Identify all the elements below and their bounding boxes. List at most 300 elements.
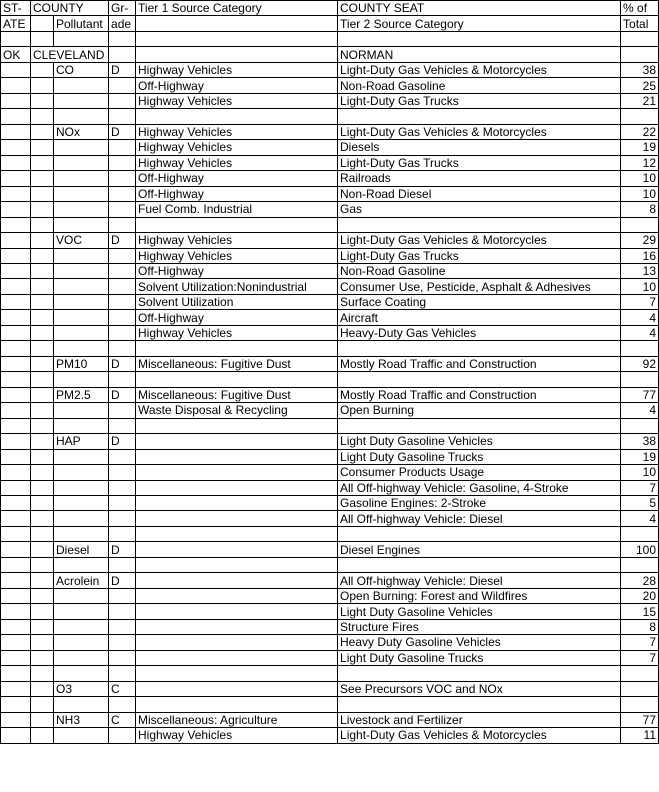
state-cell	[1, 387, 31, 402]
percent-cell: 13	[621, 263, 659, 278]
grade-cell	[109, 418, 136, 433]
tier1-cell: Off-Highway	[136, 263, 338, 278]
state-cell	[1, 619, 31, 634]
tier2-cell: Consumer Use, Pesticide, Asphalt & Adhesives	[338, 279, 621, 294]
tier2-cell: Light-Duty Gas Trucks	[338, 248, 621, 263]
grade-cell	[109, 619, 136, 634]
tier2-cell: Light Duty Gasoline Trucks	[338, 449, 621, 464]
state-cell	[1, 418, 31, 433]
percent-cell: 8	[621, 619, 659, 634]
tier2-cell: Diesels	[338, 140, 621, 155]
state-cell	[1, 109, 31, 124]
percent-cell: 7	[621, 480, 659, 495]
pollutant-cell	[54, 465, 109, 480]
state-cell	[1, 511, 31, 526]
tier2-header: Tier 2 Source Category	[338, 16, 621, 31]
tier2-cell: Consumer Products Usage	[338, 465, 621, 480]
percent-cell: 7	[621, 650, 659, 665]
state-cell	[1, 526, 31, 541]
tier2-cell: Non-Road Gasoline	[338, 263, 621, 278]
tier1-cell: Miscellaneous: Agriculture	[136, 712, 338, 727]
tier1-cell	[136, 217, 338, 232]
county-blank-cell	[31, 78, 54, 93]
table-row	[1, 294, 659, 309]
county-blank-cell	[31, 526, 54, 541]
pollutant-cell	[54, 480, 109, 495]
tier1-cell: Off-Highway	[136, 78, 338, 93]
percent-cell: 12	[621, 155, 659, 170]
grade-cell	[109, 202, 136, 217]
table-row	[1, 434, 659, 449]
tier2-cell: Light-Duty Gas Trucks	[338, 155, 621, 170]
county-blank-cell	[31, 140, 54, 155]
grade-cell	[109, 31, 136, 46]
table-row	[1, 573, 659, 588]
county-blank-cell	[31, 155, 54, 170]
tier1-cell: Highway Vehicles	[136, 140, 338, 155]
grade-cell: D	[109, 434, 136, 449]
tier2-cell	[338, 372, 621, 387]
percent-cell	[621, 666, 659, 681]
tier1-cell	[136, 604, 338, 619]
percent-cell	[621, 341, 659, 356]
county-cell: CLEVELAND	[31, 47, 109, 62]
tier2-cell	[338, 341, 621, 356]
tier1-cell: Solvent Utilization	[136, 294, 338, 309]
state-cell	[1, 140, 31, 155]
percent-cell	[621, 557, 659, 572]
tier2-cell: Railroads	[338, 171, 621, 186]
tier2-cell: All Off-highway Vehicle: Diesel	[338, 511, 621, 526]
tier2-cell	[338, 217, 621, 232]
table-row	[1, 263, 659, 278]
county-header: COUNTY	[31, 1, 109, 16]
tier1-cell	[136, 526, 338, 541]
table-row	[1, 418, 659, 433]
percent-cell: 21	[621, 93, 659, 108]
table-row	[1, 681, 659, 696]
percent-cell: 4	[621, 403, 659, 418]
percent-cell	[621, 526, 659, 541]
tier1-cell	[136, 434, 338, 449]
county-blank-cell	[31, 263, 54, 278]
grade-cell	[109, 511, 136, 526]
percent-cell: 10	[621, 279, 659, 294]
tier1-cell: Highway Vehicles	[136, 124, 338, 139]
tier2-cell: Light Duty Gasoline Vehicles	[338, 434, 621, 449]
grade-cell	[109, 248, 136, 263]
county-blank-cell	[31, 372, 54, 387]
table-row	[1, 604, 659, 619]
table-body	[1, 1, 659, 744]
pollutant-cell: O3	[54, 681, 109, 696]
percent-cell: 100	[621, 542, 659, 557]
state-header-bottom: ATE	[1, 16, 31, 31]
state-cell	[1, 294, 31, 309]
tier2-cell: Aircraft	[338, 310, 621, 325]
grade-cell	[109, 372, 136, 387]
percent-cell: 10	[621, 465, 659, 480]
grade-cell	[109, 47, 136, 62]
grade-cell	[109, 341, 136, 356]
grade-cell	[109, 666, 136, 681]
table-row	[1, 171, 659, 186]
tier1-cell: Highway Vehicles	[136, 325, 338, 340]
table-row	[1, 248, 659, 263]
pollutant-cell	[54, 202, 109, 217]
tier1-cell: Highway Vehicles	[136, 233, 338, 248]
pollutant-cell	[54, 372, 109, 387]
percent-cell: 16	[621, 248, 659, 263]
tier2-cell: Heavy Duty Gasoline Vehicles	[338, 635, 621, 650]
pollutant-header: Pollutant	[54, 16, 109, 31]
table-row	[1, 47, 659, 62]
state-cell	[1, 604, 31, 619]
tier2-cell: Light-Duty Gas Vehicles & Motorcycles	[338, 728, 621, 743]
tier2-cell: Livestock and Fertilizer	[338, 712, 621, 727]
county-spacer	[31, 16, 54, 31]
percent-cell: 20	[621, 588, 659, 603]
pollutant-cell	[54, 310, 109, 325]
tier1-cell	[136, 341, 338, 356]
county-blank-cell	[31, 635, 54, 650]
state-cell	[1, 728, 31, 743]
state-cell	[1, 573, 31, 588]
percent-cell: 7	[621, 635, 659, 650]
county-blank-cell	[31, 557, 54, 572]
state-cell	[1, 78, 31, 93]
tier2-cell: Diesel Engines	[338, 542, 621, 557]
tier2-cell: Light-Duty Gas Trucks	[338, 93, 621, 108]
tier1-cell: Highway Vehicles	[136, 93, 338, 108]
tier1-cell: Waste Disposal & Recycling	[136, 403, 338, 418]
grade-cell	[109, 171, 136, 186]
pollutant-cell	[54, 155, 109, 170]
pollutant-cell	[54, 217, 109, 232]
percent-cell: 7	[621, 294, 659, 309]
state-cell	[1, 171, 31, 186]
state-cell	[1, 31, 31, 46]
percent-cell: 10	[621, 186, 659, 201]
county-blank-cell	[31, 387, 54, 402]
tier1-cell: Highway Vehicles	[136, 728, 338, 743]
state-cell	[1, 233, 31, 248]
percent-cell	[621, 681, 659, 696]
table-row	[1, 62, 659, 77]
table-row	[1, 109, 659, 124]
tier2-cell	[338, 109, 621, 124]
tier1-cell: Off-Highway	[136, 310, 338, 325]
pollutant-cell	[54, 728, 109, 743]
pollutant-cell: PM10	[54, 356, 109, 371]
grade-cell	[109, 449, 136, 464]
county-blank-cell	[31, 202, 54, 217]
county-blank-cell	[31, 341, 54, 356]
table-row	[1, 155, 659, 170]
grade-cell: D	[109, 62, 136, 77]
pollutant-cell	[54, 93, 109, 108]
pollutant-cell	[54, 263, 109, 278]
percent-cell: 19	[621, 449, 659, 464]
percent-cell: 28	[621, 573, 659, 588]
county-blank-cell	[31, 294, 54, 309]
tier2-cell: Non-Road Diesel	[338, 186, 621, 201]
grade-cell	[109, 728, 136, 743]
tier1-cell: Solvent Utilization:Nonindustrial	[136, 279, 338, 294]
table-row	[1, 480, 659, 495]
tier2-cell: Heavy-Duty Gas Vehicles	[338, 325, 621, 340]
pollutant-cell	[54, 248, 109, 263]
tier2-cell: Mostly Road Traffic and Construction	[338, 387, 621, 402]
grade-cell	[109, 294, 136, 309]
tier1-header-spacer	[136, 16, 338, 31]
grade-cell: D	[109, 573, 136, 588]
state-cell	[1, 372, 31, 387]
grade-cell: C	[109, 681, 136, 696]
county-blank-cell	[31, 619, 54, 634]
pollutant-cell	[54, 418, 109, 433]
tier1-cell	[136, 681, 338, 696]
pollutant-cell	[54, 186, 109, 201]
county-blank-cell	[31, 418, 54, 433]
pollutant-cell	[54, 78, 109, 93]
grade-cell: D	[109, 233, 136, 248]
percent-cell: 11	[621, 728, 659, 743]
grade-cell	[109, 480, 136, 495]
table-row	[1, 619, 659, 634]
percent-header-top: % of	[621, 1, 659, 16]
tier2-cell: Mostly Road Traffic and Construction	[338, 356, 621, 371]
percent-cell: 4	[621, 310, 659, 325]
percent-cell: 5	[621, 496, 659, 511]
tier2-cell: Open Burning: Forest and Wildfires	[338, 588, 621, 603]
table-row	[1, 31, 659, 46]
table-row	[1, 403, 659, 418]
tier2-cell: Surface Coating	[338, 294, 621, 309]
table-row	[1, 387, 659, 402]
tier2-cell	[338, 418, 621, 433]
percent-cell	[621, 109, 659, 124]
state-cell	[1, 356, 31, 371]
percent-cell	[621, 418, 659, 433]
state-cell	[1, 124, 31, 139]
tier1-cell: Off-Highway	[136, 171, 338, 186]
pollutant-cell	[54, 279, 109, 294]
county-blank-cell	[31, 171, 54, 186]
county-blank-cell	[31, 356, 54, 371]
tier1-cell	[136, 109, 338, 124]
tier1-cell	[136, 47, 338, 62]
percent-cell: 25	[621, 78, 659, 93]
tier1-cell	[136, 511, 338, 526]
grade-cell	[109, 496, 136, 511]
pollutant-cell	[54, 604, 109, 619]
pollutant-cell	[54, 697, 109, 712]
percent-cell: 77	[621, 387, 659, 402]
tier1-cell	[136, 372, 338, 387]
state-cell	[1, 434, 31, 449]
table-row	[1, 356, 659, 371]
county-blank-cell	[31, 666, 54, 681]
pollutant-cell: Diesel	[54, 542, 109, 557]
county-blank-cell	[31, 62, 54, 77]
table-row	[1, 186, 659, 201]
table-row	[1, 217, 659, 232]
tier2-cell	[338, 557, 621, 572]
state-cell	[1, 155, 31, 170]
county-blank-cell	[31, 465, 54, 480]
state-cell	[1, 496, 31, 511]
state-cell	[1, 449, 31, 464]
table-row	[1, 310, 659, 325]
pollutant-cell	[54, 526, 109, 541]
tier2-cell: Light-Duty Gas Vehicles & Motorcycles	[338, 124, 621, 139]
state-cell	[1, 202, 31, 217]
percent-cell: 38	[621, 62, 659, 77]
pollutant-cell	[54, 635, 109, 650]
county-blank-cell	[31, 542, 54, 557]
pollutant-cell: HAP	[54, 434, 109, 449]
county-blank-cell	[31, 31, 54, 46]
state-cell	[1, 325, 31, 340]
grade-cell	[109, 263, 136, 278]
county-blank-cell	[31, 233, 54, 248]
tier2-cell: Non-Road Gasoline	[338, 78, 621, 93]
tier1-cell: Off-Highway	[136, 186, 338, 201]
county-blank-cell	[31, 650, 54, 665]
tier2-cell: Gasoline Engines: 2-Stroke	[338, 496, 621, 511]
table-row	[1, 124, 659, 139]
grade-cell	[109, 557, 136, 572]
county-blank-cell	[31, 186, 54, 201]
table-row	[1, 233, 659, 248]
table-row	[1, 449, 659, 464]
state-cell	[1, 480, 31, 495]
percent-cell: 19	[621, 140, 659, 155]
tier1-cell	[136, 619, 338, 634]
tier1-cell: Highway Vehicles	[136, 248, 338, 263]
grade-cell	[109, 697, 136, 712]
state-cell	[1, 697, 31, 712]
state-cell	[1, 217, 31, 232]
state-cell	[1, 62, 31, 77]
tier2-cell	[338, 697, 621, 712]
table-row	[1, 666, 659, 681]
state-cell	[1, 403, 31, 418]
percent-cell: 92	[621, 356, 659, 371]
grade-cell	[109, 217, 136, 232]
tier2-cell: Light-Duty Gas Vehicles & Motorcycles	[338, 233, 621, 248]
header-row-1	[1, 1, 659, 16]
percent-cell	[621, 217, 659, 232]
tier1-cell: Highway Vehicles	[136, 155, 338, 170]
table-row	[1, 279, 659, 294]
state-cell	[1, 465, 31, 480]
pollutant-cell	[54, 619, 109, 634]
tier2-cell: Open Burning	[338, 403, 621, 418]
grade-cell: D	[109, 124, 136, 139]
pollutant-cell: Acrolein	[54, 573, 109, 588]
percent-cell: 22	[621, 124, 659, 139]
county-blank-cell	[31, 109, 54, 124]
county-blank-cell	[31, 511, 54, 526]
header-row-2	[1, 16, 659, 31]
percent-cell: 77	[621, 712, 659, 727]
county-blank-cell	[31, 449, 54, 464]
county-blank-cell	[31, 248, 54, 263]
grade-cell	[109, 465, 136, 480]
state-cell	[1, 93, 31, 108]
table-row	[1, 202, 659, 217]
tier2-cell: Light-Duty Gas Vehicles & Motorcycles	[338, 62, 621, 77]
table-row	[1, 557, 659, 572]
state-cell	[1, 635, 31, 650]
tier2-cell	[338, 31, 621, 46]
grade-cell	[109, 526, 136, 541]
tier1-cell	[136, 465, 338, 480]
pollutant-cell	[54, 666, 109, 681]
grade-cell: D	[109, 542, 136, 557]
tier1-cell	[136, 573, 338, 588]
tier2-cell: Light Duty Gasoline Vehicles	[338, 604, 621, 619]
table-row	[1, 372, 659, 387]
state-cell	[1, 666, 31, 681]
table-row	[1, 93, 659, 108]
percent-cell: 29	[621, 233, 659, 248]
tier2-cell: See Precursors VOC and NOx	[338, 681, 621, 696]
grade-cell: D	[109, 356, 136, 371]
state-cell	[1, 588, 31, 603]
county-blank-cell	[31, 93, 54, 108]
table-row	[1, 511, 659, 526]
table-row	[1, 325, 659, 340]
table-row	[1, 542, 659, 557]
county-blank-cell	[31, 728, 54, 743]
grade-cell	[109, 650, 136, 665]
county-blank-cell	[31, 217, 54, 232]
percent-cell: 38	[621, 434, 659, 449]
percent-header-bottom: Total	[621, 16, 659, 31]
pollutant-cell	[54, 109, 109, 124]
pollutant-cell	[54, 557, 109, 572]
grade-cell	[109, 325, 136, 340]
tier1-cell	[136, 666, 338, 681]
tier1-header: Tier 1 Source Category	[136, 1, 338, 16]
tier1-cell	[136, 697, 338, 712]
state-cell	[1, 557, 31, 572]
county-seat-header: COUNTY SEAT	[338, 1, 621, 16]
state-cell: OK	[1, 47, 31, 62]
tier1-cell	[136, 588, 338, 603]
pollutant-cell	[54, 511, 109, 526]
table-row	[1, 341, 659, 356]
grade-header-top: Gr-	[109, 1, 136, 16]
grade-cell	[109, 186, 136, 201]
tier2-cell: Structure Fires	[338, 619, 621, 634]
grade-cell	[109, 279, 136, 294]
percent-cell	[621, 372, 659, 387]
grade-cell	[109, 78, 136, 93]
table-row	[1, 588, 659, 603]
pollutant-cell: PM2.5	[54, 387, 109, 402]
percent-cell: 8	[621, 202, 659, 217]
county-blank-cell	[31, 681, 54, 696]
table-row	[1, 712, 659, 727]
tier1-cell	[136, 31, 338, 46]
county-blank-cell	[31, 480, 54, 495]
grade-cell	[109, 155, 136, 170]
pollutant-cell	[54, 294, 109, 309]
